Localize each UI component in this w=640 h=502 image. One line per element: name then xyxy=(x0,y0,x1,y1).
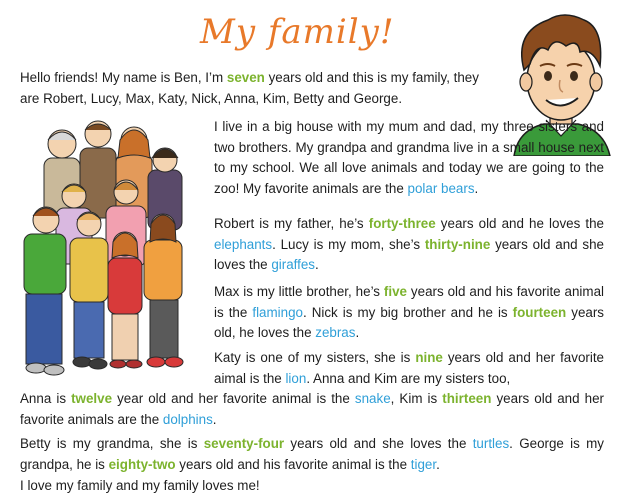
anna-animal: snake xyxy=(354,391,391,406)
betty-text-3: . George is my grandpa, he is xyxy=(20,436,605,472)
betty-text-5: . xyxy=(436,456,440,472)
robert-text-1: Robert is my father, he’s xyxy=(214,216,369,231)
nick-animal: zebras xyxy=(315,325,356,341)
katy-text-2: years old and her favorite aimal is the xyxy=(214,350,604,386)
anna-text-2: year old and her favorite animal is the xyxy=(112,391,355,406)
katy-text-3: . Anna and Kim are my sisters too, xyxy=(306,370,511,386)
max-text-2: years old and his favorite animal is the xyxy=(214,284,604,320)
betty-text-4: years old and his favorite animal is the xyxy=(175,456,411,472)
anna-text-3: , Kim is xyxy=(390,391,443,406)
max-text-5: . xyxy=(355,325,360,341)
anna-age: twelve xyxy=(71,391,113,406)
closing-text: I love my family and my family loves me! xyxy=(20,478,260,493)
favorite-animal: polar bears xyxy=(407,180,475,196)
katy-text-1: Katy is one of my sisters, she is xyxy=(214,350,416,365)
betty-text-1: Betty is my grandma, she is xyxy=(20,436,204,451)
house-paragraph xyxy=(214,117,604,199)
max-text-4: years old, he loves the xyxy=(214,304,605,341)
robert-text-4: years old and she loves the xyxy=(214,236,604,273)
robert-text-3: . Lucy is my mom, she’s xyxy=(272,236,425,252)
ben-age: seven xyxy=(226,70,265,85)
betty-george-paragraph xyxy=(20,434,604,475)
robert-text-5: . xyxy=(315,257,319,273)
nick-age: fourteen xyxy=(512,304,567,320)
lucy-animal: giraffes xyxy=(271,257,315,273)
robert-text-2: years old and he loves the xyxy=(435,216,604,231)
max-animal: flamingo xyxy=(252,304,303,320)
robert-age: forty-three xyxy=(368,216,436,231)
betty-text-2: years old and she loves the xyxy=(284,436,473,451)
max-text-3: . Nick is my big brother and he is xyxy=(302,304,513,320)
anna-text-5: . xyxy=(212,411,217,427)
family-group-illustration xyxy=(20,118,208,388)
anna-text-1: Anna is xyxy=(20,391,72,406)
max-age: five xyxy=(383,284,407,299)
intro-text-2: years old and this is my family, they are Robert, Lucy, Max, Katy, Nick, Anna, Kim, Betty and George. xyxy=(20,70,479,106)
max-nick-paragraph xyxy=(214,282,604,344)
robert-animal: elephants xyxy=(214,236,273,252)
katy-animal: lion xyxy=(285,370,307,386)
katy-age: nine xyxy=(415,350,443,365)
anna-kim-paragraph xyxy=(20,389,604,430)
closing-line xyxy=(20,476,604,497)
house-text-1: I live in a big house with my mum and dad, my three sisters and two brothers. My grandpa and grandma live in a small house next to my school. We all love animals and today we are going to the zoo! My favorite animals are the xyxy=(214,119,604,196)
george-animal: tiger xyxy=(410,456,437,472)
betty-animal: turtles xyxy=(472,436,510,451)
robert-lucy-paragraph xyxy=(214,214,604,276)
intro-text-1: Hello friends! My name is Ben, I’m xyxy=(20,70,227,85)
intro-paragraph xyxy=(20,68,498,109)
lucy-age: thirty-nine xyxy=(424,236,491,252)
kim-animal: dolphins xyxy=(162,411,213,427)
house-text-2: . xyxy=(474,180,479,196)
max-text-1: Max is my little brother, he’s xyxy=(214,284,384,299)
george-age: eighty-two xyxy=(108,456,176,472)
katy-paragraph xyxy=(214,348,604,389)
betty-age: seventy-four xyxy=(203,436,285,451)
page-title: My family! xyxy=(200,12,395,52)
anna-text-4: years old and her favorite animals are the xyxy=(20,391,604,427)
kim-age: thirteen xyxy=(442,391,492,406)
